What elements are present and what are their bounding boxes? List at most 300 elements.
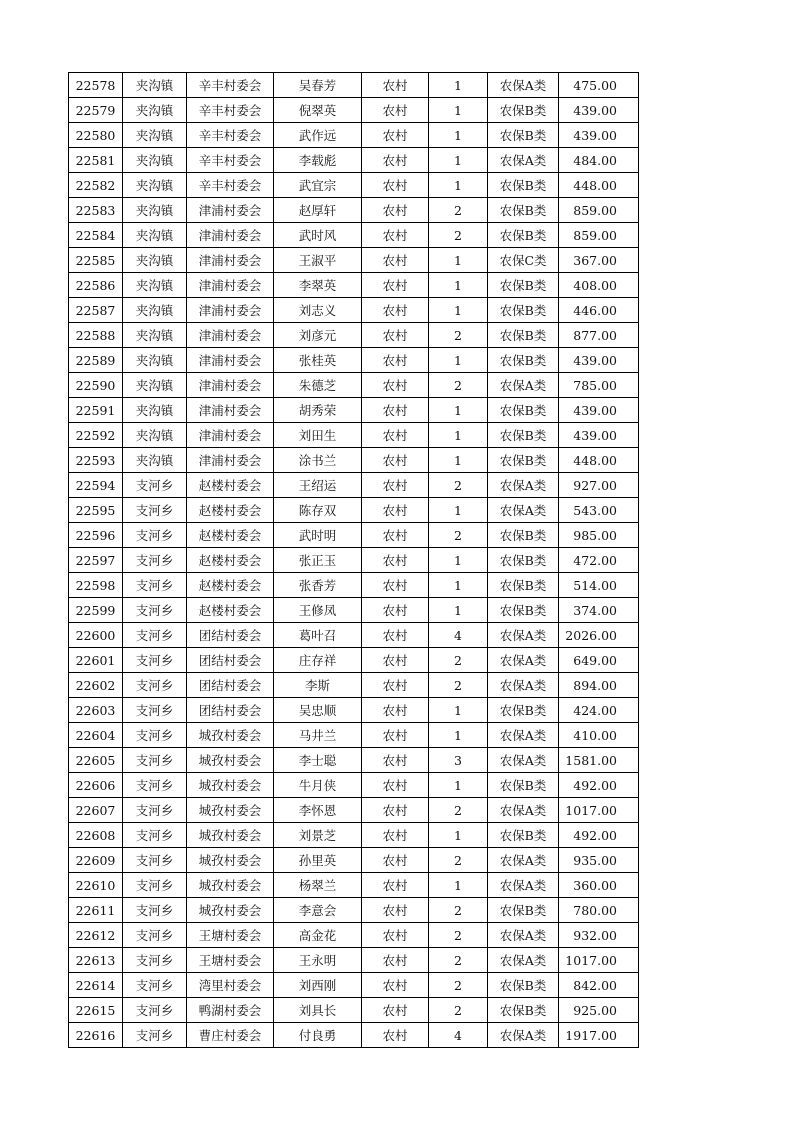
insurance-category-cell: 农保B类 [488, 448, 559, 473]
household-size-cell: 2 [429, 473, 488, 498]
person-name-cell: 胡秀荣 [274, 398, 362, 423]
record-id-cell: 22613 [69, 948, 123, 973]
amount-cell: 1017.00 [559, 948, 639, 973]
record-id-cell: 22606 [69, 773, 123, 798]
person-name-cell: 倪翠英 [274, 98, 362, 123]
village-committee-cell: 津浦村委会 [187, 223, 274, 248]
town-cell: 支河乡 [123, 723, 187, 748]
village-committee-cell: 赵楼村委会 [187, 548, 274, 573]
insurance-category-cell: 农保B类 [488, 898, 559, 923]
person-name-cell: 王修凤 [274, 598, 362, 623]
table-row [69, 623, 639, 648]
record-id-cell: 22608 [69, 823, 123, 848]
person-name-cell: 刘田生 [274, 423, 362, 448]
town-cell: 支河乡 [123, 1023, 187, 1048]
record-id-cell: 22600 [69, 623, 123, 648]
amount-cell: 785.00 [559, 373, 639, 398]
record-id-cell: 22587 [69, 298, 123, 323]
household-size-cell: 1 [429, 148, 488, 173]
insurance-category-cell: 农保B类 [488, 398, 559, 423]
household-type-cell: 农村 [362, 223, 429, 248]
table-row [69, 273, 639, 298]
household-size-cell: 2 [429, 898, 488, 923]
insurance-category-cell: 农保B类 [488, 273, 559, 298]
person-name-cell: 王永明 [274, 948, 362, 973]
insurance-category-cell: 农保B类 [488, 998, 559, 1023]
amount-cell: 1017.00 [559, 798, 639, 823]
household-size-cell: 2 [429, 223, 488, 248]
table-row [69, 973, 639, 998]
insurance-category-cell: 农保A类 [488, 923, 559, 948]
record-id-cell: 22579 [69, 98, 123, 123]
table-row [69, 198, 639, 223]
household-type-cell: 农村 [362, 548, 429, 573]
village-committee-cell: 辛丰村委会 [187, 173, 274, 198]
village-committee-cell: 津浦村委会 [187, 398, 274, 423]
town-cell: 支河乡 [123, 773, 187, 798]
amount-cell: 439.00 [559, 398, 639, 423]
town-cell: 支河乡 [123, 748, 187, 773]
table-row [69, 673, 639, 698]
amount-cell: 439.00 [559, 348, 639, 373]
household-type-cell: 农村 [362, 773, 429, 798]
person-name-cell: 刘彦元 [274, 323, 362, 348]
town-cell: 支河乡 [123, 948, 187, 973]
town-cell: 夹沟镇 [123, 273, 187, 298]
person-name-cell: 付良勇 [274, 1023, 362, 1048]
household-size-cell: 1 [429, 398, 488, 423]
household-type-cell: 农村 [362, 123, 429, 148]
amount-cell: 543.00 [559, 498, 639, 523]
record-id-cell: 22604 [69, 723, 123, 748]
household-type-cell: 农村 [362, 873, 429, 898]
amount-cell: 484.00 [559, 148, 639, 173]
person-name-cell: 李怀恩 [274, 798, 362, 823]
record-id-cell: 22605 [69, 748, 123, 773]
village-committee-cell: 辛丰村委会 [187, 123, 274, 148]
village-committee-cell: 赵楼村委会 [187, 473, 274, 498]
insurance-category-cell: 农保B类 [488, 973, 559, 998]
town-cell: 支河乡 [123, 998, 187, 1023]
person-name-cell: 李斯 [274, 673, 362, 698]
insurance-category-cell: 农保A类 [488, 723, 559, 748]
household-size-cell: 1 [429, 423, 488, 448]
person-name-cell: 刘志义 [274, 298, 362, 323]
insurance-category-cell: 农保B类 [488, 573, 559, 598]
village-committee-cell: 津浦村委会 [187, 323, 274, 348]
insurance-category-cell: 农保A类 [488, 148, 559, 173]
household-size-cell: 2 [429, 923, 488, 948]
record-id-cell: 22586 [69, 273, 123, 298]
household-size-cell: 1 [429, 123, 488, 148]
person-name-cell: 武作远 [274, 123, 362, 148]
household-size-cell: 1 [429, 298, 488, 323]
town-cell: 支河乡 [123, 823, 187, 848]
table-body [69, 73, 639, 1048]
table-row [69, 823, 639, 848]
record-id-cell: 22589 [69, 348, 123, 373]
amount-cell: 927.00 [559, 473, 639, 498]
village-committee-cell: 团结村委会 [187, 673, 274, 698]
amount-cell: 877.00 [559, 323, 639, 348]
person-name-cell: 葛叶召 [274, 623, 362, 648]
village-committee-cell: 城孜村委会 [187, 773, 274, 798]
insurance-category-cell: 农保A类 [488, 673, 559, 698]
household-type-cell: 农村 [362, 673, 429, 698]
household-type-cell: 农村 [362, 1023, 429, 1048]
table-row [69, 398, 639, 423]
town-cell: 夹沟镇 [123, 373, 187, 398]
household-size-cell: 2 [429, 948, 488, 973]
record-id-cell: 22603 [69, 698, 123, 723]
person-name-cell: 张香芳 [274, 573, 362, 598]
village-committee-cell: 鸭湖村委会 [187, 998, 274, 1023]
town-cell: 支河乡 [123, 798, 187, 823]
insurance-category-cell: 农保B类 [488, 823, 559, 848]
household-size-cell: 1 [429, 173, 488, 198]
insurance-category-cell: 农保A类 [488, 1023, 559, 1048]
person-name-cell: 庄存祥 [274, 648, 362, 673]
village-committee-cell: 津浦村委会 [187, 373, 274, 398]
record-id-cell: 22582 [69, 173, 123, 198]
table-row [69, 248, 639, 273]
amount-cell: 932.00 [559, 923, 639, 948]
insurance-category-cell: 农保A类 [488, 73, 559, 98]
insurance-category-cell: 农保A类 [488, 873, 559, 898]
insurance-category-cell: 农保B类 [488, 173, 559, 198]
record-id-cell: 22602 [69, 673, 123, 698]
household-size-cell: 2 [429, 998, 488, 1023]
record-id-cell: 22614 [69, 973, 123, 998]
table-row [69, 798, 639, 823]
household-type-cell: 农村 [362, 298, 429, 323]
insurance-category-cell: 农保A类 [488, 848, 559, 873]
household-type-cell: 农村 [362, 723, 429, 748]
amount-cell: 935.00 [559, 848, 639, 873]
insurance-category-cell: 农保B类 [488, 598, 559, 623]
household-size-cell: 2 [429, 973, 488, 998]
village-committee-cell: 津浦村委会 [187, 273, 274, 298]
household-type-cell: 农村 [362, 898, 429, 923]
record-id-cell: 22611 [69, 898, 123, 923]
household-type-cell: 农村 [362, 798, 429, 823]
amount-cell: 448.00 [559, 448, 639, 473]
amount-cell: 985.00 [559, 523, 639, 548]
person-name-cell: 孙里英 [274, 848, 362, 873]
household-size-cell: 1 [429, 248, 488, 273]
table-row [69, 473, 639, 498]
insurance-category-cell: 农保A类 [488, 473, 559, 498]
household-size-cell: 2 [429, 848, 488, 873]
household-size-cell: 1 [429, 573, 488, 598]
town-cell: 支河乡 [123, 673, 187, 698]
town-cell: 支河乡 [123, 498, 187, 523]
record-id-cell: 22597 [69, 548, 123, 573]
insurance-category-cell: 农保A类 [488, 373, 559, 398]
town-cell: 支河乡 [123, 698, 187, 723]
table-row [69, 98, 639, 123]
amount-cell: 439.00 [559, 123, 639, 148]
town-cell: 夹沟镇 [123, 223, 187, 248]
record-id-cell: 22590 [69, 373, 123, 398]
record-id-cell: 22609 [69, 848, 123, 873]
household-size-cell: 2 [429, 523, 488, 548]
record-id-cell: 22594 [69, 473, 123, 498]
person-name-cell: 朱德芝 [274, 373, 362, 398]
insurance-category-cell: 农保B类 [488, 298, 559, 323]
table-row [69, 948, 639, 973]
record-id-cell: 22601 [69, 648, 123, 673]
household-type-cell: 农村 [362, 498, 429, 523]
table-row [69, 898, 639, 923]
village-committee-cell: 城孜村委会 [187, 723, 274, 748]
household-size-cell: 1 [429, 723, 488, 748]
village-committee-cell: 津浦村委会 [187, 348, 274, 373]
household-size-cell: 2 [429, 673, 488, 698]
insurance-category-cell: 农保A类 [488, 948, 559, 973]
person-name-cell: 陈存双 [274, 498, 362, 523]
village-committee-cell: 团结村委会 [187, 623, 274, 648]
record-id-cell: 22615 [69, 998, 123, 1023]
person-name-cell: 刘西刚 [274, 973, 362, 998]
insurance-category-cell: 农保A类 [488, 498, 559, 523]
table-row [69, 548, 639, 573]
person-name-cell: 吴忠顺 [274, 698, 362, 723]
household-type-cell: 农村 [362, 248, 429, 273]
table-row [69, 448, 639, 473]
amount-cell: 475.00 [559, 73, 639, 98]
insurance-category-cell: 农保A类 [488, 623, 559, 648]
record-id-cell: 22595 [69, 498, 123, 523]
household-size-cell: 2 [429, 373, 488, 398]
benefit-table [68, 72, 639, 1048]
household-type-cell: 农村 [362, 523, 429, 548]
household-type-cell: 农村 [362, 998, 429, 1023]
household-type-cell: 农村 [362, 923, 429, 948]
person-name-cell: 牛月侠 [274, 773, 362, 798]
amount-cell: 439.00 [559, 423, 639, 448]
household-size-cell: 1 [429, 598, 488, 623]
amount-cell: 410.00 [559, 723, 639, 748]
table-row [69, 773, 639, 798]
person-name-cell: 刘景芝 [274, 823, 362, 848]
village-committee-cell: 城孜村委会 [187, 823, 274, 848]
town-cell: 夹沟镇 [123, 73, 187, 98]
household-size-cell: 1 [429, 873, 488, 898]
household-type-cell: 农村 [362, 623, 429, 648]
village-committee-cell: 城孜村委会 [187, 798, 274, 823]
town-cell: 支河乡 [123, 473, 187, 498]
record-id-cell: 22607 [69, 798, 123, 823]
household-type-cell: 农村 [362, 648, 429, 673]
record-id-cell: 22612 [69, 923, 123, 948]
person-name-cell: 李翠英 [274, 273, 362, 298]
village-committee-cell: 王塘村委会 [187, 948, 274, 973]
person-name-cell: 王绍运 [274, 473, 362, 498]
insurance-category-cell: 农保B类 [488, 348, 559, 373]
village-committee-cell: 城孜村委会 [187, 748, 274, 773]
amount-cell: 859.00 [559, 223, 639, 248]
village-committee-cell: 赵楼村委会 [187, 498, 274, 523]
household-type-cell: 农村 [362, 398, 429, 423]
household-type-cell: 农村 [362, 748, 429, 773]
village-committee-cell: 赵楼村委会 [187, 573, 274, 598]
table-row [69, 923, 639, 948]
village-committee-cell: 津浦村委会 [187, 298, 274, 323]
amount-cell: 446.00 [559, 298, 639, 323]
amount-cell: 360.00 [559, 873, 639, 898]
household-size-cell: 4 [429, 1023, 488, 1048]
household-type-cell: 农村 [362, 348, 429, 373]
household-type-cell: 农村 [362, 98, 429, 123]
insurance-category-cell: 农保B类 [488, 423, 559, 448]
village-committee-cell: 曹庄村委会 [187, 1023, 274, 1048]
household-size-cell: 1 [429, 73, 488, 98]
household-type-cell: 农村 [362, 948, 429, 973]
insurance-category-cell: 农保A类 [488, 748, 559, 773]
record-id-cell: 22591 [69, 398, 123, 423]
town-cell: 支河乡 [123, 523, 187, 548]
person-name-cell: 武时明 [274, 523, 362, 548]
town-cell: 夹沟镇 [123, 248, 187, 273]
table-row [69, 998, 639, 1023]
amount-cell: 367.00 [559, 248, 639, 273]
household-type-cell: 农村 [362, 598, 429, 623]
table-row [69, 123, 639, 148]
insurance-category-cell: 农保B类 [488, 198, 559, 223]
village-committee-cell: 团结村委会 [187, 648, 274, 673]
household-type-cell: 农村 [362, 448, 429, 473]
town-cell: 夹沟镇 [123, 398, 187, 423]
town-cell: 夹沟镇 [123, 423, 187, 448]
insurance-category-cell: 农保B类 [488, 773, 559, 798]
amount-cell: 492.00 [559, 773, 639, 798]
household-size-cell: 2 [429, 648, 488, 673]
village-committee-cell: 王塘村委会 [187, 923, 274, 948]
amount-cell: 492.00 [559, 823, 639, 848]
household-type-cell: 农村 [362, 698, 429, 723]
person-name-cell: 李士聪 [274, 748, 362, 773]
table-row [69, 148, 639, 173]
amount-cell: 374.00 [559, 598, 639, 623]
record-id-cell: 22588 [69, 323, 123, 348]
amount-cell: 448.00 [559, 173, 639, 198]
insurance-category-cell: 农保B类 [488, 523, 559, 548]
insurance-category-cell: 农保A类 [488, 648, 559, 673]
record-id-cell: 22610 [69, 873, 123, 898]
household-size-cell: 1 [429, 498, 488, 523]
table-row [69, 748, 639, 773]
village-committee-cell: 团结村委会 [187, 698, 274, 723]
town-cell: 支河乡 [123, 573, 187, 598]
town-cell: 夹沟镇 [123, 198, 187, 223]
village-committee-cell: 城孜村委会 [187, 848, 274, 873]
person-name-cell: 张正玉 [274, 548, 362, 573]
town-cell: 夹沟镇 [123, 123, 187, 148]
village-committee-cell: 辛丰村委会 [187, 73, 274, 98]
amount-cell: 408.00 [559, 273, 639, 298]
village-committee-cell: 津浦村委会 [187, 248, 274, 273]
person-name-cell: 刘具长 [274, 998, 362, 1023]
insurance-category-cell: 农保B类 [488, 323, 559, 348]
town-cell: 支河乡 [123, 598, 187, 623]
table-row [69, 723, 639, 748]
amount-cell: 842.00 [559, 973, 639, 998]
person-name-cell: 武宜宗 [274, 173, 362, 198]
amount-cell: 2026.00 [559, 623, 639, 648]
table-row [69, 173, 639, 198]
amount-cell: 780.00 [559, 898, 639, 923]
household-type-cell: 农村 [362, 848, 429, 873]
record-id-cell: 22578 [69, 73, 123, 98]
amount-cell: 925.00 [559, 998, 639, 1023]
village-committee-cell: 城孜村委会 [187, 898, 274, 923]
record-id-cell: 22580 [69, 123, 123, 148]
insurance-category-cell: 农保B类 [488, 548, 559, 573]
table-row [69, 223, 639, 248]
person-name-cell: 吴春芳 [274, 73, 362, 98]
town-cell: 夹沟镇 [123, 148, 187, 173]
household-size-cell: 4 [429, 623, 488, 648]
person-name-cell: 张桂英 [274, 348, 362, 373]
household-type-cell: 农村 [362, 473, 429, 498]
household-size-cell: 1 [429, 273, 488, 298]
table-row [69, 698, 639, 723]
village-committee-cell: 津浦村委会 [187, 198, 274, 223]
town-cell: 夹沟镇 [123, 98, 187, 123]
village-committee-cell: 赵楼村委会 [187, 598, 274, 623]
town-cell: 支河乡 [123, 873, 187, 898]
person-name-cell: 李载彪 [274, 148, 362, 173]
amount-cell: 1917.00 [559, 1023, 639, 1048]
household-type-cell: 农村 [362, 148, 429, 173]
record-id-cell: 22584 [69, 223, 123, 248]
household-type-cell: 农村 [362, 323, 429, 348]
table-row [69, 523, 639, 548]
table-row [69, 323, 639, 348]
insurance-category-cell: 农保A类 [488, 798, 559, 823]
insurance-category-cell: 农保B类 [488, 123, 559, 148]
household-size-cell: 1 [429, 548, 488, 573]
person-name-cell: 高金花 [274, 923, 362, 948]
person-name-cell: 王淑平 [274, 248, 362, 273]
amount-cell: 649.00 [559, 648, 639, 673]
table-row [69, 648, 639, 673]
household-type-cell: 农村 [362, 73, 429, 98]
table-row [69, 423, 639, 448]
village-committee-cell: 辛丰村委会 [187, 148, 274, 173]
person-name-cell: 杨翠兰 [274, 873, 362, 898]
insurance-category-cell: 农保B类 [488, 698, 559, 723]
amount-cell: 424.00 [559, 698, 639, 723]
household-size-cell: 1 [429, 448, 488, 473]
record-id-cell: 22581 [69, 148, 123, 173]
town-cell: 夹沟镇 [123, 323, 187, 348]
town-cell: 夹沟镇 [123, 298, 187, 323]
person-name-cell: 武时风 [274, 223, 362, 248]
insurance-category-cell: 农保B类 [488, 223, 559, 248]
person-name-cell: 马井兰 [274, 723, 362, 748]
table-row [69, 348, 639, 373]
town-cell: 夹沟镇 [123, 448, 187, 473]
household-type-cell: 农村 [362, 823, 429, 848]
village-committee-cell: 城孜村委会 [187, 873, 274, 898]
table-row [69, 598, 639, 623]
household-size-cell: 1 [429, 823, 488, 848]
table-row [69, 73, 639, 98]
town-cell: 支河乡 [123, 973, 187, 998]
record-id-cell: 22585 [69, 248, 123, 273]
